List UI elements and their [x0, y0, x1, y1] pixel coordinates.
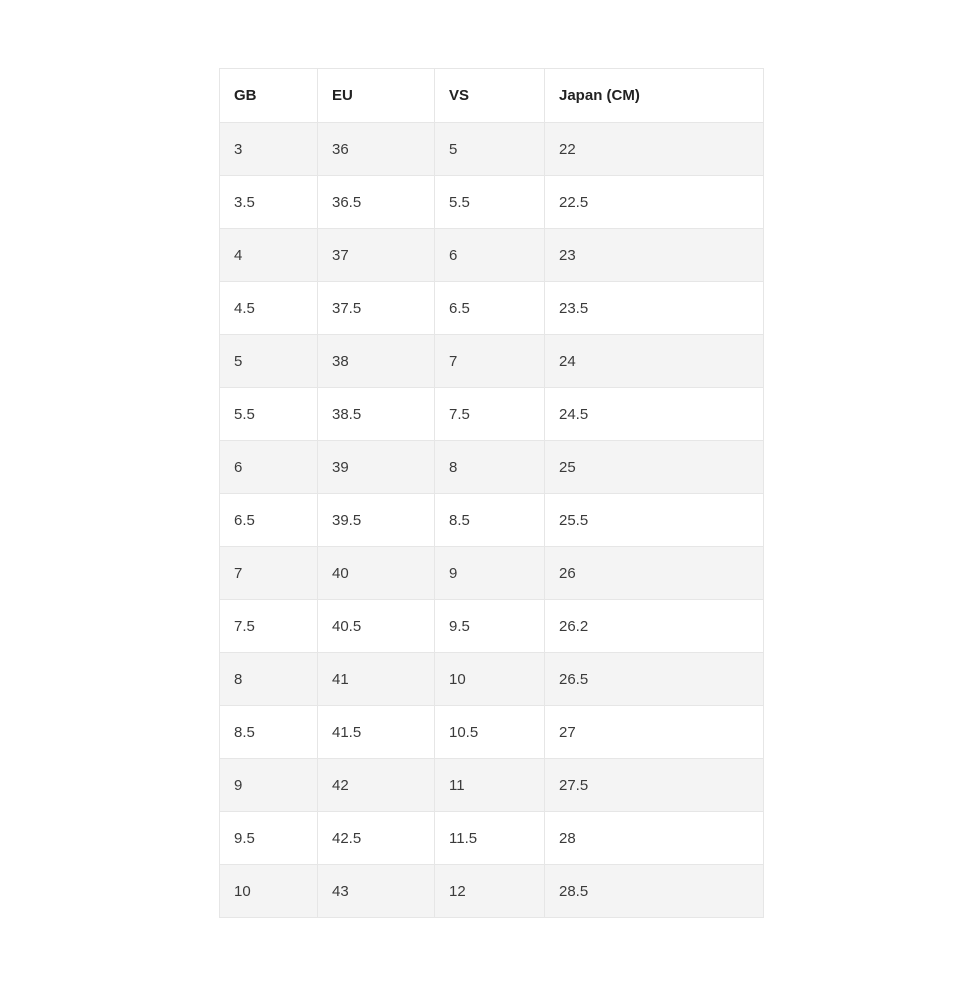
cell-eu: 42.5: [318, 812, 435, 865]
cell-eu: 41.5: [318, 706, 435, 759]
table-header: [220, 69, 764, 123]
cell-vs: 8.5: [435, 494, 545, 547]
cell-eu: 39.5: [318, 494, 435, 547]
cell-eu: 37.5: [318, 282, 435, 335]
cell-eu: 37: [318, 229, 435, 282]
cell-japan-cm: 26.2: [545, 600, 764, 653]
cell-eu: 36: [318, 123, 435, 176]
table-row: [220, 759, 764, 812]
cell-gb: 9.5: [220, 812, 318, 865]
cell-vs: 10: [435, 653, 545, 706]
cell-gb: 6: [220, 441, 318, 494]
cell-eu: 43: [318, 865, 435, 918]
table-row: [220, 547, 764, 600]
cell-vs: 8: [435, 441, 545, 494]
cell-vs: 9.5: [435, 600, 545, 653]
cell-eu: 42: [318, 759, 435, 812]
cell-gb: 5: [220, 335, 318, 388]
cell-gb: 10: [220, 865, 318, 918]
cell-vs: 7.5: [435, 388, 545, 441]
table-row: [220, 865, 764, 918]
cell-gb: 3: [220, 123, 318, 176]
cell-japan-cm: 22: [545, 123, 764, 176]
cell-eu: 40: [318, 547, 435, 600]
cell-gb: 5.5: [220, 388, 318, 441]
cell-vs: 11: [435, 759, 545, 812]
cell-eu: 36.5: [318, 176, 435, 229]
table-row: [220, 388, 764, 441]
cell-eu: 39: [318, 441, 435, 494]
cell-japan-cm: 23.5: [545, 282, 764, 335]
cell-japan-cm: 26: [545, 547, 764, 600]
cell-japan-cm: 28.5: [545, 865, 764, 918]
cell-vs: 9: [435, 547, 545, 600]
cell-japan-cm: 26.5: [545, 653, 764, 706]
cell-japan-cm: 25: [545, 441, 764, 494]
cell-gb: 6.5: [220, 494, 318, 547]
cell-vs: 10.5: [435, 706, 545, 759]
cell-gb: 7.5: [220, 600, 318, 653]
cell-japan-cm: 23: [545, 229, 764, 282]
table-row: [220, 600, 764, 653]
cell-japan-cm: 24.5: [545, 388, 764, 441]
table-row: [220, 812, 764, 865]
cell-japan-cm: 25.5: [545, 494, 764, 547]
table-row: [220, 335, 764, 388]
cell-eu: 40.5: [318, 600, 435, 653]
cell-vs: 5.5: [435, 176, 545, 229]
table-row: [220, 653, 764, 706]
cell-vs: 11.5: [435, 812, 545, 865]
cell-japan-cm: 28: [545, 812, 764, 865]
cell-eu: 41: [318, 653, 435, 706]
table-row: [220, 176, 764, 229]
cell-gb: 8.5: [220, 706, 318, 759]
cell-vs: 6: [435, 229, 545, 282]
cell-gb: 4.5: [220, 282, 318, 335]
cell-eu: 38: [318, 335, 435, 388]
table-body: [220, 123, 764, 918]
header-row: [220, 69, 764, 123]
cell-vs: 5: [435, 123, 545, 176]
cell-vs: 12: [435, 865, 545, 918]
table-row: [220, 706, 764, 759]
cell-gb: 7: [220, 547, 318, 600]
cell-vs: 6.5: [435, 282, 545, 335]
table-row: [220, 123, 764, 176]
header-vs: VS: [435, 69, 545, 123]
cell-eu: 38.5: [318, 388, 435, 441]
table-row: [220, 494, 764, 547]
cell-vs: 7: [435, 335, 545, 388]
cell-gb: 8: [220, 653, 318, 706]
header-japan-cm: Japan (CM): [545, 69, 764, 123]
table-row: [220, 229, 764, 282]
header-eu: EU: [318, 69, 435, 123]
table-row: [220, 282, 764, 335]
cell-gb: 4: [220, 229, 318, 282]
header-gb: GB: [220, 69, 318, 123]
cell-gb: 9: [220, 759, 318, 812]
table-row: [220, 441, 764, 494]
cell-japan-cm: 22.5: [545, 176, 764, 229]
size-conversion-table: [219, 68, 764, 918]
cell-japan-cm: 27.5: [545, 759, 764, 812]
cell-japan-cm: 24: [545, 335, 764, 388]
cell-gb: 3.5: [220, 176, 318, 229]
cell-japan-cm: 27: [545, 706, 764, 759]
